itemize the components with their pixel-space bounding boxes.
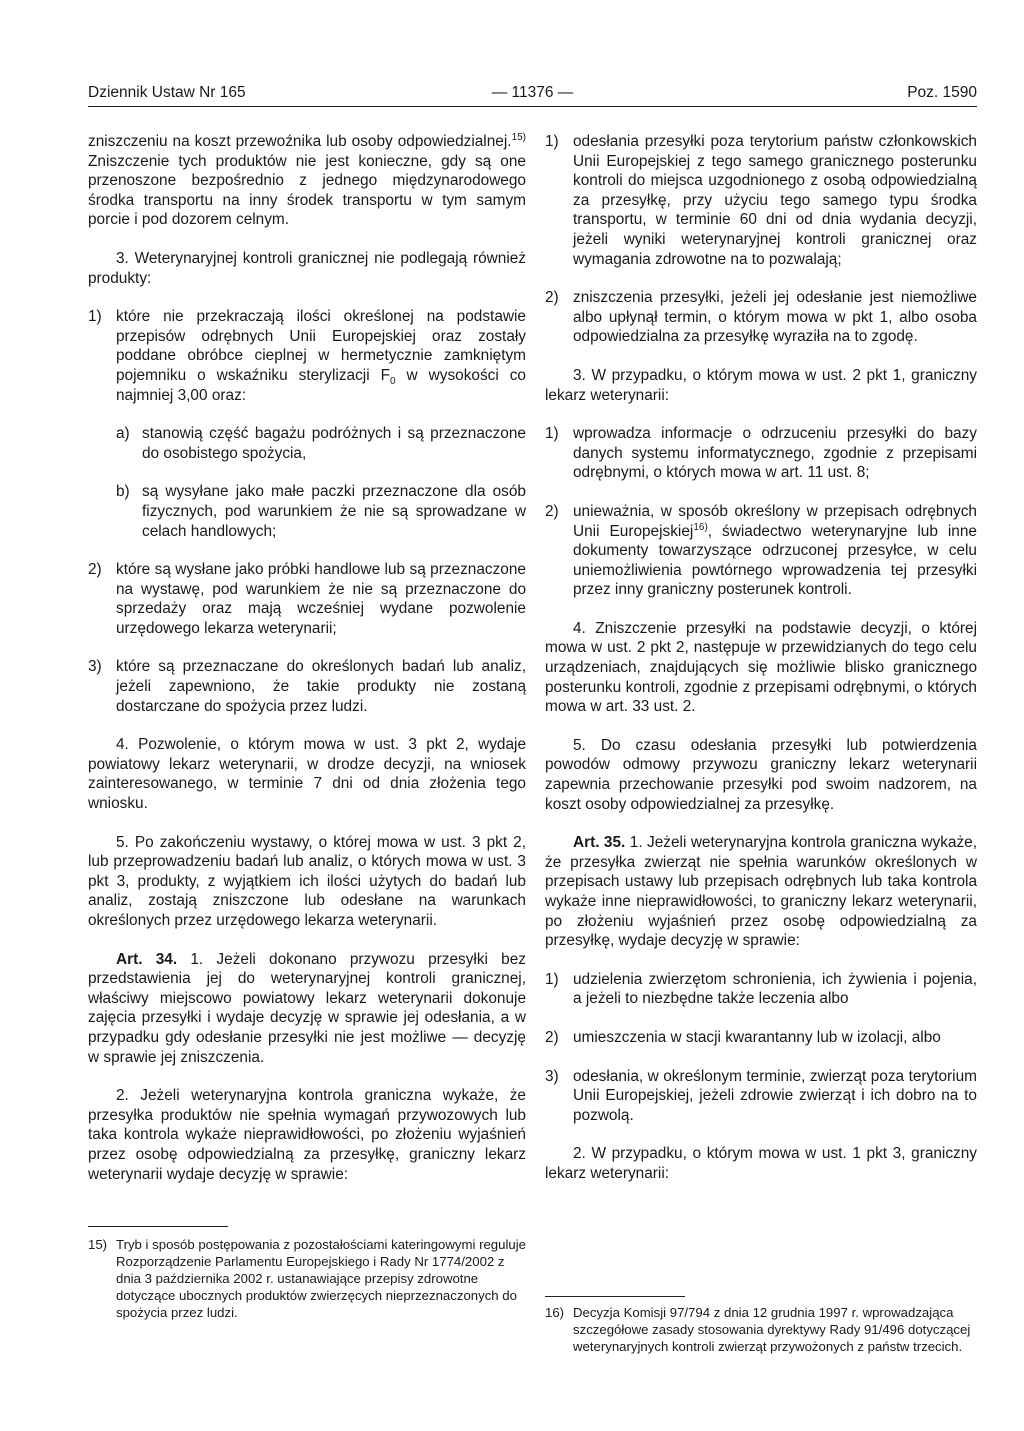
right-column	[545, 132, 977, 1203]
left-column	[88, 132, 526, 1203]
paragraph-5: 5. Do czasu odesłania przesyłki lub potwierdzenia powodów odmowy przywozu graniczny lekarz weterynarii zapewnia przechowanie przesyłki pod swoim nadzorem, na koszt osoby odpowiedzialnej za przesyłkę.	[545, 736, 977, 813]
page-number: — 11376 —	[491, 84, 574, 101]
list-item: 2) unieważnia, w sposób określony w przepisach odrębnych Unii Europejskiej$^{16)}$, świadectwo weterynaryjne lub inne dokumenty towarzyszące odrzuconej przesyłce, w celu uniemożliwienia powtórnego wprowadzenia tej przesyłki przez inny graniczny posterunek kontroli.	[545, 502, 977, 599]
footnote-16-mark: 16)	[545, 1305, 565, 1320]
list-item: 2) zniszczenia przesyłki, jeżeli jej odesłanie jest niemożliwe albo upłynął termin, o którym mowa w pkt 1, albo osoba odpowiedzialna za przesyłkę wyraziła na to zgodę.	[545, 289, 977, 346]
paragraph-3: 3. W przypadku, o którym mowa w ust. 2 pkt 1, graniczny lekarz weterynarii:	[545, 366, 977, 404]
list-item: 1) które nie przekraczają ilości określonej na podstawie przepisów odrębnych Unii Europejskiej oraz zostały poddane obróbce cieplnej w hermetycznie zamkniętym pojemniku o wskaźniku sterylizacji $F_0$ w wysokości co najmniej 3,00 oraz:	[88, 308, 526, 404]
footnote-15-mark: 15)	[88, 1237, 108, 1252]
footnote-16	[545, 1304, 977, 1355]
paragraph-destruction: zniszczeniu na koszt przewoźnika lub osoby odpowiedzialnej.$^{15)}$ Zniszczenie tych produktów nie jest konieczne, gdy są one przenoszone bezpośrednio z jednego międzynarodowego środka transportu na inny środek transportu w tym samym porcie i pod dozorem celnym.	[88, 131, 526, 229]
footnote-15-text: Tryb i sposób postępowania z pozostałościami kateringowymi reguluje Rozporządzenie Parlamentu Europejskiego i Rady Nr 1774/2002 z dnia 3 października 2002 r. ustanawiające przepisy zdrowotne dotyczące ubocznych produktów zwierzęcych nieprzeznaczonych do spożycia przez ludzi.	[116, 1237, 526, 1320]
footnote-16-text: Decyzja Komisji 97/794 z dnia 12 grudnia 1997 r. wprowadzająca szczegółowe zasady stosowania dyrektywy Rady 91/496 dotyczącej weterynaryjnych kontroli zwierząt przywożonych z państw trzecich.	[573, 1305, 971, 1354]
footnote-divider	[88, 1226, 228, 1227]
article-35: Art. 35. 1. Jeżeli weterynaryjna kontrola graniczna wykaże, że przesyłka zwierząt nie spełnia warunków określonych w przepisach ustawy lub przepisach odrębnych lub taka kontrola wykaże inne nieprawidłowości, to graniczny lekarz weterynarii, po złożeniu wyjaśnień przez osobę odpowiedzialną za przesyłkę, wydaje decyzję w sprawie:	[545, 834, 977, 950]
list-item: a) stanowią część bagażu podróżnych i są przeznaczone do osobistego spożycia,	[116, 425, 526, 462]
footnote-ref-15[interactable]: 15)	[511, 131, 526, 143]
article-34: Art. 34. 1. Jeżeli dokonano przywozu przesyłki bez przedstawienia jej do weterynaryjnej kontroli granicznej, właściwy miejscowo powiatowy lekarz weterynarii dokonuje zajęcia przesyłki i wydaje decyzję w sprawie jej odesłania, a w przypadku gdy odesłanie przesyłki nie jest możliwe — decyzję w sprawie jej zniszczenia.	[88, 950, 526, 1066]
list-item: 2) które są wysłane jako próbki handlowe lub są przeznaczone na wystawę, pod warunkiem że nie są przeznaczone do sprzedaży oraz mają wcześniej wydane pozwolenie urzędowego lekarza weterynarii;	[88, 561, 526, 637]
footnote-ref-16[interactable]: 16)	[693, 521, 708, 533]
article-35-label: Art. 35.	[573, 834, 626, 852]
list-item: b) są wysyłane jako małe paczki przeznaczone dla osób fizycznych, pod warunkiem że nie są sprowadzane w celach handlowych;	[116, 483, 526, 540]
paragraph-4: 4. Zniszczenie przesyłki na podstawie decyzji, o której mowa w ust. 2 pkt 2, następuje w przewidzianych do tego celu urządzeniach, znajdujących się możliwie blisko granicznego posterunku kontroli, zgodnie z przepisami odrębnymi, o których mowa w art. 33 ust. 2.	[545, 619, 977, 716]
header-divider	[88, 106, 977, 107]
list-item: 1) odesłania przesyłki poza terytorium państw członkowskich Unii Europejskiej z tego samego granicznego posterunku kontroli do miejsca uzgodnionego z osobą odpowiedzialną za przesyłkę, przy użyciu tego samego typu środka transportu, w terminie 60 dni od dnia wydania decyzji, jeżeli wyniki weterynaryjnej kontroli granicznej oraz wymagania zdrowotne na to pozwalają;	[545, 133, 977, 268]
paragraph-3: 3. Weterynaryjnej kontroli granicznej nie podlegają również produkty:	[88, 249, 526, 287]
article-34-label: Art. 34.	[116, 950, 178, 968]
list-item: 3) odesłania, w określonym terminie, zwierząt poza terytorium Unii Europejskiej, jeżeli zdrowie zwierząt i ich dobro na to pozwolą.	[545, 1067, 977, 1124]
list-item: 3) które są przeznaczane do określonych badań lub analiz, jeżeli zapewniono, że takie produkty nie zostaną dostarczane do spożycia przez ludzi.	[88, 658, 526, 715]
list-item: 1) udzielenia zwierzętom schronienia, ich żywienia i pojenia, a jeżeli to niezbędne także leczenia albo	[545, 970, 977, 1008]
paragraph-5: 5. Po zakończeniu wystawy, o której mowa w ust. 3 pkt 2, lub przeprowadzeniu badań lub analiz, o których mowa w ust. 3 pkt 3, produkty, z wyjątkiem ich ilości użytych do badań lub analiz, zostają zniszczone lub odesłane na warunkach określonych przez urzędowego lekarza weterynarii.	[88, 833, 526, 929]
position-number: Poz. 1590	[907, 84, 977, 101]
footnote-divider	[545, 1296, 685, 1297]
article-34-paragraph-2: 2. Jeżeli weterynaryjna kontrola graniczna wykaże, że przesyłka produktów nie spełnia wymagań przywozowych lub taka kontrola wykaże nieprawidłowości, po złożeniu wyjaśnień przez osobę odpowiedzialną za przesyłkę, graniczny lekarz weterynarii wydaje decyzję w sprawie:	[88, 1087, 526, 1183]
article-35-paragraph-2: 2. W przypadku, o którym mowa w ust. 1 pkt 3, graniczny lekarz weterynarii:	[545, 1145, 977, 1182]
footnote-15	[88, 1236, 526, 1321]
paragraph-4: 4. Pozwolenie, o którym mowa w ust. 3 pkt 2, wydaje powiatowy lekarz weterynarii, w drodze decyzji, na wniosek zainteresowanego, w terminie 7 dni od dnia złożenia tego wniosku.	[88, 736, 526, 813]
list-item: 1) wprowadza informacje o odrzuceniu przesyłki do bazy danych systemu informatycznego, zgodnie z przepisami odrębnymi, o których mowa w art. 11 ust. 8;	[545, 425, 977, 482]
journal-title: Dziennik Ustaw Nr 165	[88, 84, 246, 101]
list-item: 2) umieszczenia w stacji kwarantanny lub w izolacji, albo	[545, 1028, 941, 1046]
